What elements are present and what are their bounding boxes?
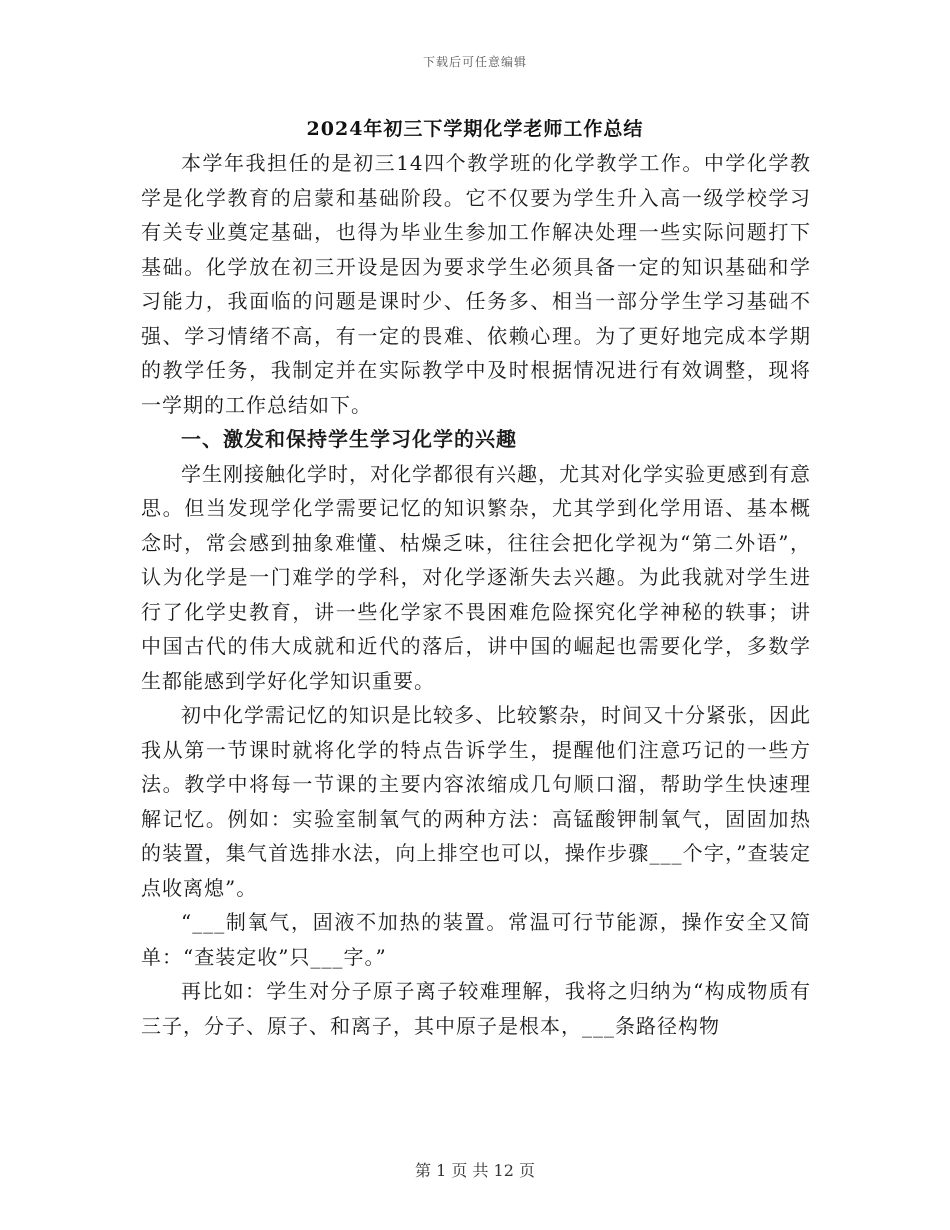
page-number-footer: 第 1 页 共 12 页 [415, 1161, 535, 1180]
page-header-note: 下载后可任意编辑 [422, 55, 527, 69]
paragraph-interest: 学生刚接触化学时，对化学都很有兴趣，尤其对化学实验更感到有意思。但当发现学化学需要记忆的知识繁杂，尤其学到化学用语、基本概念时，常会感到抽象难懂、枯燥乏味，往往会把化学视为“第二外语”，认为化学是一门难学的学科，对化学逐渐失去兴趣。为此我就对学生进行了化学史教育，讲一些化学家不畏困难危险探究化学神秘的轶事；讲中国古代的伟大成就和近代的落后，讲中国的崛起也需要化学，多数学生都能感到学好化学知识重要。 [141, 461, 811, 693]
paragraph-oxygen-rhyme: “___制氧气，固液不加热的装置。常温可行节能源，操作安全又简单：“查装定收”只___字。” [141, 910, 811, 969]
document-body [141, 146, 811, 1043]
document-title: 2024年初三下学期化学老师工作总结 [306, 118, 644, 140]
paragraph-memory-methods: 初中化学需记忆的知识是比较多、比较繁杂，时间又十分紧张，因此我从第一节课时就将化学的特点告诉学生，提醒他们注意巧记的一些方法。教学中将每一节课的主要内容浓缩成几句顺口溜，帮助学生快速理解记忆。例如：实验室制氧气的两种方法：高锰酸钾制氧气，固固加热的装置，集气首选排水法，向上排空也可以，操作步骤___个字，”查装定点收离熄”。 [141, 703, 811, 900]
section-heading-1: 一、激发和保持学生学习化学的兴趣 [181, 427, 517, 451]
paragraph-particles: 再比如：学生对分子原子离子较难理解，我将之归纳为“构成物质有三子，分子、原子、和离子，其中原子是根本，___条路径构物 [141, 979, 811, 1038]
paragraph-intro: 本学年我担任的是初三14四个教学班的化学教学工作。中学化学教学是化学教育的启蒙和基础阶段。它不仅要为学生升入高一级学校学习有关专业奠定基础，也得为毕业生参加工作解决处理一些实际问题打下基础。化学放在初三开设是因为要求学生必须具备一定的知识基础和学习能力，我面临的问题是课时少、任务多、相当一部分学生学习基础不强、学习情绪不高，有一定的畏难、依赖心理。为了更好地完成本学期的教学任务，我制定并在实际教学中及时根据情况进行有效调整，现将一学期的工作总结如下。 [141, 151, 811, 417]
